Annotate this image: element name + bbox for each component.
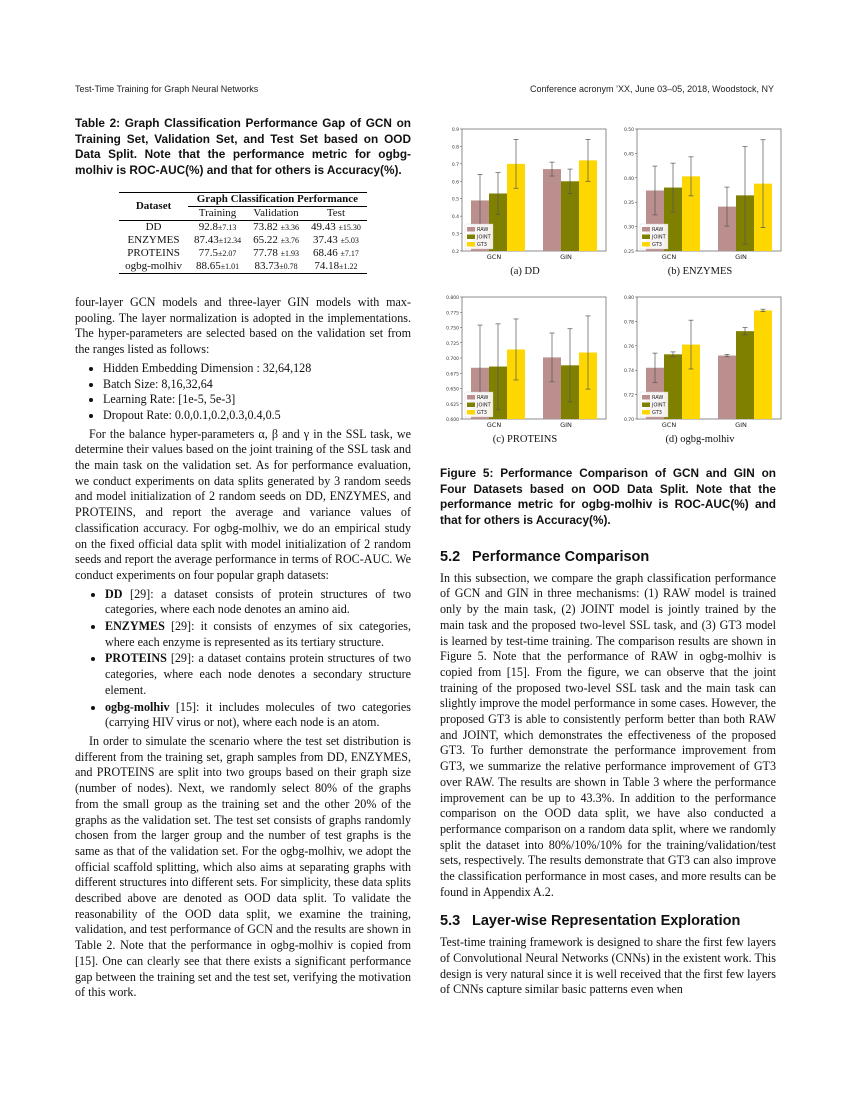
list-item: • Learning Rate: [1e-5, 5e-3] <box>103 392 411 408</box>
y-tick-label: 0.30 <box>623 225 634 231</box>
y-tick-label: 0.25 <box>623 250 634 255</box>
bar-raw <box>543 169 561 251</box>
y-tick-label: 0.74 <box>623 369 634 375</box>
cell-val-pm: ±3.36 <box>280 223 299 232</box>
cell-train-pm: ±7.13 <box>217 223 237 232</box>
legend-label: RAW <box>652 227 664 234</box>
x-tick-label: GIN <box>735 253 747 261</box>
table-row <box>119 260 367 274</box>
paragraph: In this subsection, we compare the graph classification performance of GCN and GIN in three mechanisms: (1) RAW model is trained only by the main task, (2) JOINT model is jointly trained by the main task and the proposed two-level SSL task, and (3) GT3 model is learned by test-time training. The comparison results are shown in Figure 5. Note that the performance of RAW in ogbg-molhiv is copied from [15]. From the figure, we can observe that the joint training of the proposed two-level SSL task and the main task can slightly improve the model performance in some cases. However, the proposed GT3 is able to consistently perform better than both RAW and JOINT, which demonstrates the effectiveness of the proposed GT3. To further demonstrate the performance improvement from GT3, we summarize the relative performance improvement of GT3 over RAW. The results are shown in Table 3 where the performance improvement can be up to 43.3%. In addition to the performance comparison on the OOD data split, we have also conducted a performance comparison on a random data split, where we randomly split the dataset into 80%/10%/10% for the training/validation/test sets, respectively. The results demonstrate that GT3 can also improve the classification performance in most cases, and more results can be found in Appendix A.2. <box>440 570 776 899</box>
y-tick-label: 0.775 <box>446 311 459 317</box>
bar-joint <box>736 331 754 419</box>
dataset-desc: [29]: a dataset consists of protein structures of two categories, where each node denotes an amino aid. <box>105 586 411 617</box>
subcaption-molhiv: (d) ogbg-molhiv <box>665 434 735 445</box>
bar-chart <box>440 125 610 265</box>
legend-swatch-joint <box>642 403 650 408</box>
figure5-caption: Figure 5: Performance Comparison of GCN and GIN on Four Datasets based on OOD Data Split. Note that the performance metric for ogbg-molhiv is ROC-AUC(%) and that for others is Accuracy(%). <box>440 466 776 527</box>
legend-swatch-gt3 <box>642 410 650 415</box>
dataset-desc: [15]: it includes molecules of two categories (carrying HIV virus or not), where each node is an atom. <box>105 699 411 730</box>
legend-label: GT3 <box>652 410 662 417</box>
y-tick-label: 0.5 <box>451 197 459 203</box>
bar-raw <box>718 356 736 419</box>
cell-test-pm: ±7.17 <box>340 249 359 258</box>
hyperparameter-list <box>75 361 411 424</box>
x-tick-label: GCN <box>486 253 502 261</box>
section-number: 5.3 <box>440 913 461 930</box>
subfigure-enzymes <box>615 125 785 265</box>
subfigure-dd <box>440 125 610 265</box>
y-tick-label: 0.76 <box>623 344 634 350</box>
cell-val: 65.22 <box>253 234 278 246</box>
list-item <box>105 700 411 731</box>
subfigure-molhiv <box>615 293 785 433</box>
x-tick-label: GIN <box>735 421 747 429</box>
x-tick-label: GIN <box>560 253 572 261</box>
running-header-title: Test-Time Training for Graph Neural Networks <box>75 84 259 94</box>
row-dataset-name: PROTEINS <box>127 247 180 259</box>
y-tick-label: 0.45 <box>623 152 634 158</box>
y-tick-label: 0.35 <box>623 201 634 207</box>
bar-gt3 <box>754 310 772 419</box>
table-header-dataset: Dataset <box>119 193 188 221</box>
y-tick-label: 0.600 <box>446 418 459 423</box>
y-tick-label: 0.40 <box>623 176 634 182</box>
section-heading-5-2 <box>440 550 776 566</box>
subcaption-dd: (a) DD <box>510 266 540 277</box>
x-tick-label: GCN <box>486 421 502 429</box>
cell-train-pm: ±1.01 <box>220 262 240 271</box>
list-item <box>105 619 411 650</box>
legend-swatch-raw <box>642 227 650 232</box>
table2-caption: Table 2: Graph Classification Performance Gap of GCN on Training Set, Validation Set, and Test Set based on OOD Data Split. Note that the performance metric for ogbg-molhiv is ROC-AUC(%) and that for others is Accuracy(%). <box>75 116 411 177</box>
table-row <box>119 234 367 247</box>
section-title: Layer-wise Representation Exploration <box>472 913 741 930</box>
y-tick-label: 0.9 <box>451 128 459 133</box>
y-tick-label: 0.675 <box>446 372 459 378</box>
cell-val: 83.73 <box>254 260 280 272</box>
dataset-list <box>75 587 411 731</box>
dataset-desc: [29]: it consists of enzymes of six categories, where each enzyme is represented as its tertiary structure. <box>105 619 411 649</box>
legend-label: JOINT <box>477 234 491 241</box>
y-tick-label: 0.2 <box>451 250 459 255</box>
right-column <box>440 466 776 998</box>
list-item: • Hidden Embedding Dimension : 32,64,128 <box>103 361 411 377</box>
legend-swatch-joint <box>467 403 475 408</box>
cell-test-pm: ±1.22 <box>339 262 358 271</box>
legend-label: RAW <box>477 395 489 402</box>
list-item: • Dropout Rate: 0.0,0.1,0.2,0.3,0.4,0.5 <box>103 408 411 424</box>
cell-test: 68.46 <box>312 247 338 259</box>
y-tick-label: 0.7 <box>451 162 459 168</box>
y-tick-label: 0.700 <box>446 357 459 362</box>
y-tick-label: 0.8 <box>451 145 459 151</box>
y-tick-label: 0.78 <box>623 320 634 326</box>
y-tick-label: 0.750 <box>446 326 459 332</box>
running-header-conference: Conference acronym ’XX, June 03–05, 2018, Woodstock, NY <box>530 84 774 94</box>
row-dataset-name: DD <box>119 221 188 235</box>
y-tick-label: 0.6 <box>451 180 459 186</box>
subcaption-enzymes: (b) ENZYMES <box>667 266 733 277</box>
paragraph: For the balance hyper-parameters α, β and γ in the SSL task, we determine their values based on the joint training of the SSL task and the main task on the validation set. As for performance evaluation, we conduct experiments on data splits generated by 3 random seeds and model initialization of 2 random seeds on DD, ENZYMES, and PROTEINS, and report the average and variance values of classification accuracy. For ogbg-molhiv, we do an empirical study on the fixed official data split with model initialization of 2 random seeds and report the average performance in terms of ROC-AUC. We conduct experiments on four popular graph datasets: <box>75 426 411 582</box>
cell-train: 92.8 <box>198 221 218 233</box>
list-item <box>105 587 411 618</box>
legend-label: JOINT <box>477 402 491 409</box>
subfigure-proteins <box>440 293 610 433</box>
y-tick-label: 0.800 <box>446 296 459 301</box>
cell-val: 73.82 <box>253 221 278 233</box>
table2 <box>119 192 367 274</box>
y-tick-label: 0.70 <box>623 418 634 423</box>
legend-swatch-joint <box>467 235 475 240</box>
cell-val: 77.78 <box>253 247 278 259</box>
y-tick-label: 0.650 <box>446 387 459 393</box>
row-dataset-name: ogbg-molhiv <box>119 260 188 274</box>
cell-train-pm: ±12.34 <box>218 236 242 245</box>
dataset-name: PROTEINS <box>105 651 167 666</box>
legend-label: GT3 <box>477 242 487 249</box>
cell-test-pm: ±15.30 <box>338 223 361 232</box>
row-dataset-name: ENZYMES <box>127 234 180 246</box>
bar-chart <box>440 293 610 433</box>
y-tick-label: 0.3 <box>451 232 459 238</box>
legend-swatch-gt3 <box>467 410 475 415</box>
legend-swatch-gt3 <box>467 242 475 247</box>
y-tick-label: 0.625 <box>446 402 459 408</box>
legend-swatch-joint <box>642 235 650 240</box>
section-title: Performance Comparison <box>472 549 650 565</box>
paragraph: four-layer GCN models and three-layer GIN models with max-pooling. The layer normalization is adopted in the implementations. The hyper-parameters are selected based on the validation set from the ranges listed as follows: <box>75 295 411 357</box>
x-tick-label: GCN <box>661 421 677 429</box>
paragraph: Test-time training framework is designed to share the first few layers of Convolutional Neural Networks (CNNs) in the existent work. This design is very natural since it is well received that the first few layers of CNNs capture similar basic patterns even when <box>440 935 776 997</box>
legend-swatch-raw <box>642 395 650 400</box>
y-tick-label: 0.4 <box>451 215 459 221</box>
y-tick-label: 0.80 <box>623 296 634 301</box>
cell-val-pm: ±3.76 <box>280 236 299 245</box>
cell-val-pm: ±0.78 <box>279 262 298 271</box>
section-heading-5-3 <box>440 914 776 930</box>
y-tick-label: 0.50 <box>623 128 634 133</box>
y-tick-label: 0.72 <box>623 393 634 399</box>
legend-swatch-gt3 <box>642 242 650 247</box>
legend-label: GT3 <box>652 242 662 249</box>
cell-test: 49.43 <box>310 221 336 233</box>
table-row <box>119 221 367 235</box>
x-tick-label: GIN <box>560 421 572 429</box>
section-number: 5.2 <box>440 549 461 565</box>
list-item <box>105 651 411 698</box>
dataset-name: DD <box>105 586 123 601</box>
left-column <box>75 116 411 274</box>
x-tick-label: GCN <box>661 253 677 261</box>
table-header-training: Training <box>198 207 237 219</box>
cell-test: 74.18 <box>314 260 340 272</box>
cell-train: 87.43 <box>193 234 219 246</box>
table-header-group: Graph Classification Performance <box>188 193 367 207</box>
dataset-name: ENZYMES <box>105 619 165 634</box>
list-item: • Batch Size: 8,16,32,64 <box>103 377 411 393</box>
legend-swatch-raw <box>467 395 475 400</box>
legend-label: RAW <box>477 227 489 234</box>
cell-test-pm: ±5.03 <box>340 236 359 245</box>
legend-label: JOINT <box>652 402 666 409</box>
legend-label: JOINT <box>652 234 666 241</box>
legend-label: RAW <box>652 395 664 402</box>
cell-train-pm: ±2.07 <box>217 249 237 258</box>
legend-swatch-raw <box>467 227 475 232</box>
dataset-name: ogbg-molhiv <box>105 699 170 714</box>
left-column-body <box>75 295 411 1001</box>
dataset-desc: [29]: a dataset contains protein structures of two categories, where each node denotes a secondary structure element. <box>105 651 411 697</box>
cell-test: 37.43 <box>312 234 338 246</box>
y-tick-label: 0.725 <box>446 341 459 347</box>
legend-label: GT3 <box>477 410 487 417</box>
paragraph: In order to simulate the scenario where the test set distribution is different from the training set, graph samples from DD, ENZYMES, and PROTEINS are split into two groups based on their graph size (number of nodes). Next, we randomly select 80% of the graphs from the small group as the training set and the other 20% of the graphs as the validation set. The test set consists of graphs randomly chosen from the larger group and the number of test graphs is the same as that of the validation set. For the ogbg-molhiv, we adopt the official scaffold splitting, which also aims at separating graphs with different structures into different sets. For simplicity, these data splits described above are denoted as OOD data split. To validate the reasonability of the OOD data split, we examine the training, validation, and test performance of GCN and the results are shown in Table 2. Note that the performance in ogbg-molhiv is copied from [15]. One can clearly see that there exists a significant performance gap between the training set and the test set, verifying the motivation of this work. <box>75 733 411 1000</box>
table-row <box>119 247 367 260</box>
bar-chart <box>615 293 785 433</box>
cell-train: 77.5 <box>198 247 218 259</box>
table-header-test: Test <box>326 207 346 219</box>
subcaption-proteins: (c) PROTEINS <box>492 434 558 445</box>
bar-chart <box>615 125 785 265</box>
table-header-validation: Validation <box>253 207 299 219</box>
cell-train: 88.65 <box>195 260 221 272</box>
cell-val-pm: ±1.93 <box>280 249 299 258</box>
